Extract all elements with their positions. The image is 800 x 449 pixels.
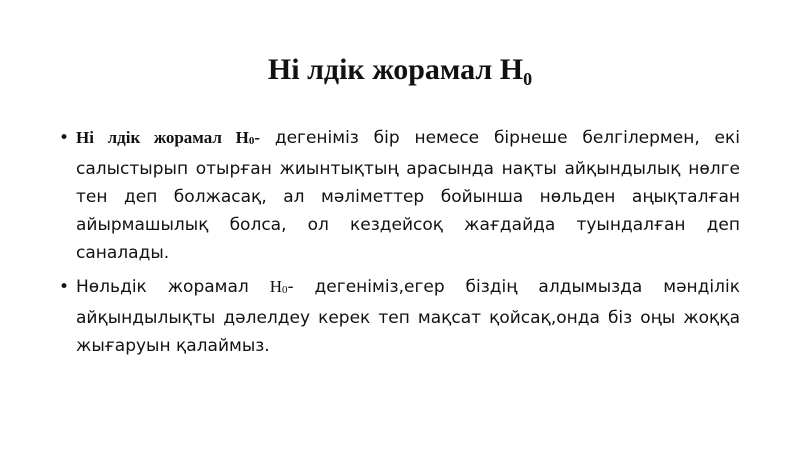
bullet-term-subscript: 0 (248, 135, 255, 147)
bullet-icon: • (58, 277, 70, 297)
bullet-prefix: Нөльдік жорамал (76, 277, 270, 297)
slide-title-subscript: 0 (523, 69, 533, 89)
bullet-text: дегеніміз,егер біздің алдымызда мәнділік айқындылықты дәлелдеу керек теп мақсат қойсақ,онда біз оңы жоққа жығаруын қалаймыз. (76, 277, 741, 356)
bullet-term-subscript: 0 (281, 284, 288, 296)
bullet-icon: • (58, 128, 70, 148)
bullet-list (58, 124, 740, 366)
bullet-item-null-hypothesis-definition (58, 124, 740, 267)
bullet-text: дегеніміз бір немесе бірнеше белгілермен, екі салыстырып отырған жиынтықтың арасында нақты айқындылық нөлге тен деп болжасақ, ал мәліметтер бойынша нөльден аңықталған айырмашылық болса, ол кездейсоқ жағдайда туындалған деп саналады. (76, 128, 740, 263)
bullet-term: H (269, 277, 282, 296)
bullet-term-dash: - (287, 277, 294, 297)
bullet-item-null-hypothesis-goal (58, 273, 740, 360)
slide-title-text: Ні лдік жорамал H (267, 53, 524, 86)
bullet-term: Ні лдік жорамал H (76, 128, 249, 147)
bullet-term-dash: - (254, 128, 260, 147)
slide-title (0, 50, 800, 99)
